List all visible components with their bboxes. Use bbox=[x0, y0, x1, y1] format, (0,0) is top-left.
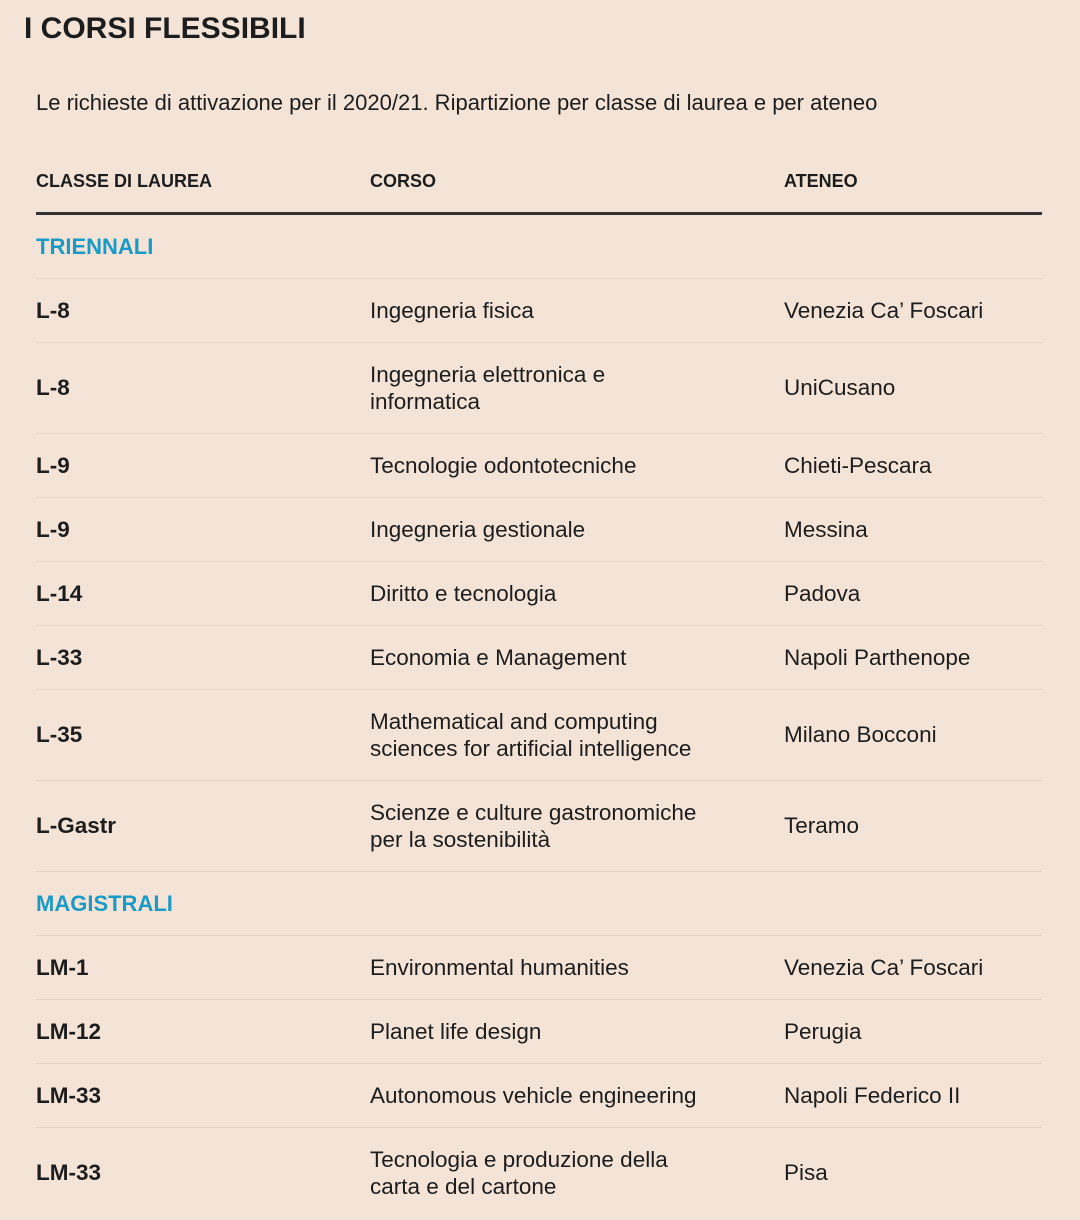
section-label-triennali: TRIENNALI bbox=[36, 215, 1042, 279]
page-title: I CORSI FLESSIBILI bbox=[24, 12, 306, 45]
table-row bbox=[36, 498, 1042, 562]
cell-corso: Diritto e tecnologia bbox=[370, 581, 557, 606]
cell-corso: Environmental humanities bbox=[370, 955, 629, 980]
table-header bbox=[36, 150, 1042, 215]
cell-corso: Autonomous vehicle engineering bbox=[370, 1083, 697, 1108]
cell-corso: Tecnologie odontotecniche bbox=[370, 453, 637, 478]
cell-classe: L-33 bbox=[36, 644, 83, 670]
cell-corso: Planet life design bbox=[370, 1019, 542, 1044]
cell-classe: L-14 bbox=[36, 580, 83, 606]
cell-classe: L-9 bbox=[36, 452, 70, 478]
table-row bbox=[36, 1128, 1042, 1218]
cell-classe: LM-33 bbox=[36, 1160, 102, 1185]
table-row bbox=[36, 1000, 1042, 1064]
table-row bbox=[36, 562, 1042, 626]
table-row bbox=[36, 626, 1042, 690]
table-row bbox=[36, 1064, 1042, 1128]
cell-classe: L-8 bbox=[36, 297, 70, 323]
cell-corso: Scienze e culture gastronomiche per la sostenibilità bbox=[370, 800, 697, 852]
cell-classe: LM-12 bbox=[36, 1018, 102, 1044]
header-corso: CORSO bbox=[370, 170, 437, 191]
table-row bbox=[36, 690, 1042, 781]
cell-ateneo: Teramo bbox=[784, 813, 860, 838]
cell-corso: Economia e Management bbox=[370, 645, 627, 670]
page-subtitle: Le richieste di attivazione per il 2020/21. Ripartizione per classe di laurea e per ateneo bbox=[36, 90, 878, 115]
cell-corso: Ingegneria fisica bbox=[370, 298, 534, 323]
table-row bbox=[36, 936, 1042, 1000]
cell-ateneo: Venezia Ca’ Foscari bbox=[784, 297, 984, 323]
cell-corso: Mathematical and computing sciences for artificial intelligence bbox=[370, 709, 692, 761]
cell-classe: LM-33 bbox=[36, 1082, 102, 1108]
cell-ateneo: Napoli Parthenope bbox=[784, 644, 971, 670]
section-label-magistrali: MAGISTRALI bbox=[36, 872, 1042, 936]
header-ateneo: ATENEO bbox=[784, 170, 858, 191]
table-row bbox=[36, 343, 1042, 434]
cell-classe: L-35 bbox=[36, 722, 83, 747]
cell-corso: Tecnologia e produzione della carta e del cartone bbox=[370, 1147, 668, 1199]
courses-table bbox=[36, 150, 1042, 1218]
table-row bbox=[36, 279, 1042, 343]
cell-ateneo: Milano Bocconi bbox=[784, 722, 937, 747]
cell-ateneo: Messina bbox=[784, 516, 868, 542]
cell-classe: L-9 bbox=[36, 516, 70, 542]
table-row bbox=[36, 781, 1042, 872]
cell-ateneo: Perugia bbox=[784, 1018, 862, 1044]
cell-corso: Ingegneria gestionale bbox=[370, 517, 586, 542]
cell-ateneo: Padova bbox=[784, 580, 861, 606]
cell-ateneo: Chieti-Pescara bbox=[784, 452, 932, 478]
cell-classe: L-8 bbox=[36, 375, 70, 400]
cell-ateneo: Venezia Ca’ Foscari bbox=[784, 954, 984, 980]
cell-ateneo: Napoli Federico II bbox=[784, 1082, 961, 1108]
table-row bbox=[36, 434, 1042, 498]
cell-ateneo: UniCusano bbox=[784, 375, 896, 400]
cell-ateneo: Pisa bbox=[784, 1160, 828, 1185]
header-classe: CLASSE DI LAUREA bbox=[36, 170, 213, 191]
cell-corso: Ingegneria elettronica e informatica bbox=[370, 362, 606, 414]
cell-classe: L-Gastr bbox=[36, 813, 117, 838]
cell-classe: LM-1 bbox=[36, 954, 89, 980]
